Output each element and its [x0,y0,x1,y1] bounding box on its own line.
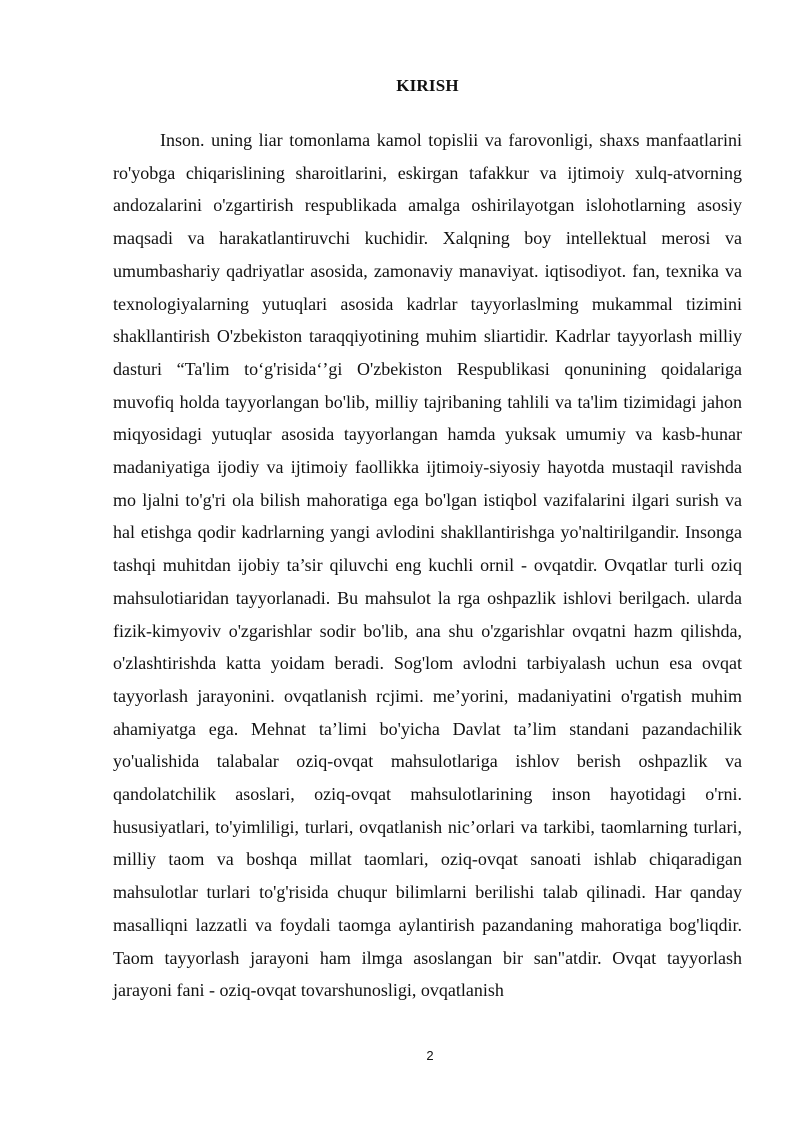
page-number: 2 [426,1048,434,1063]
section-heading: KIRISH [396,76,459,95]
body-paragraph: Inson. uning liar tomonlama kamol topislii va farovonligi, shaxs manfaatlarini ro'yobga chiqarislining sharoitlarini, eskirgan tafakkur va ijtimoiy xulq-atvorning andozalarini o'zgartirish respublikada amalga oshirilayotgan islohotlarning asosiy maqsadi va harakatlantiruvchi kuchidir. Xalqning boy intellektual merosi va umumbashariy qadriyatlar asosida, zamonaviy manaviyat. iqtisodiyot. fan, texnika va texnologiyalarning yutuqlari asosida kadrlar tayyorlaslming mukammal tizimini shakllantirish O'zbekiston taraqqiyotining muhim sliartidir. Kadrlar tayyorlash milliy dasturi “Ta'lim to‘g'risida‘’gi O'zbekiston Respublikasi qonunining qoidalariga muvofiq holda tayyorlangan bo'lib, milliy tajribaning tahlili va ta'lim tizimidagi jahon miqyosidagi yutuqlar asosida tayyorlangan hamda yuksak umumiy va kasb-hunar madaniyatiga ijodiy va ijtimoiy faollikka ijtimoiy-siyosiy hayotda mustaqil ravishda mo ljalni to'g'ri ola bilish mahoratiga ega bo'lgan istiqbol vazifalarini ilgari surish va hal etishga qodir kadrlarning yangi avlodini shakllantirishga yo'naltirilgandir. Insonga tashqi muhitdan ijobiy ta’sir qiluvchi eng kuchli ornil - ovqatdir. Ovqatlar turli oziq mahsulotiaridan tayyorlanadi. Bu mahsulot la rga oshpazlik ishlovi berilgach. ularda fizik-kimyoviv o'zgarishlar sodir bo'lib, ana shu o'zgarishlar ovqatni hazm qilishda, o'zlashtirishda katta yoidam beradi. Sog'lom avlodni tarbiyalash uchun esa ovqat tayyorlash jarayonini. ovqatlanish rcjimi. me’yorini, madaniyatini o'rgatish muhim ahamiyatga ega. Mehnat ta’limi bo'yicha Davlat ta’lim standani pazandachilik yo'ualishida talabalar oziq-ovqat mahsulotlariga ishlov berish oshpazlik va qandolatchilik asoslari, oziq-ovqat mahsulotlarining inson hayotidagi o'rni. hususiyatlari, to'yimliligi, turlari, ovqatlanish nic’orlari va tarkibi, taomlarning turlari, milliy taom va boshqa millat taomlari, oziq-ovqat sanoati ishlab chiqaradigan mahsulotlar turlari to'g'risida chuqur bilimlarni berilishi talab qilinadi. Har qanday masalliqni lazzatli va foydali taomga aylantirish pazandaning mahoratiga bog'liqdir. Taom tayyorlash jarayoni ham ilmga asoslangan bir san"atdir. Ovqat tayyorlash jarayoni fani - oziq-ovqat tovarshunosligi, ovqatlanish [113,130,742,1001]
